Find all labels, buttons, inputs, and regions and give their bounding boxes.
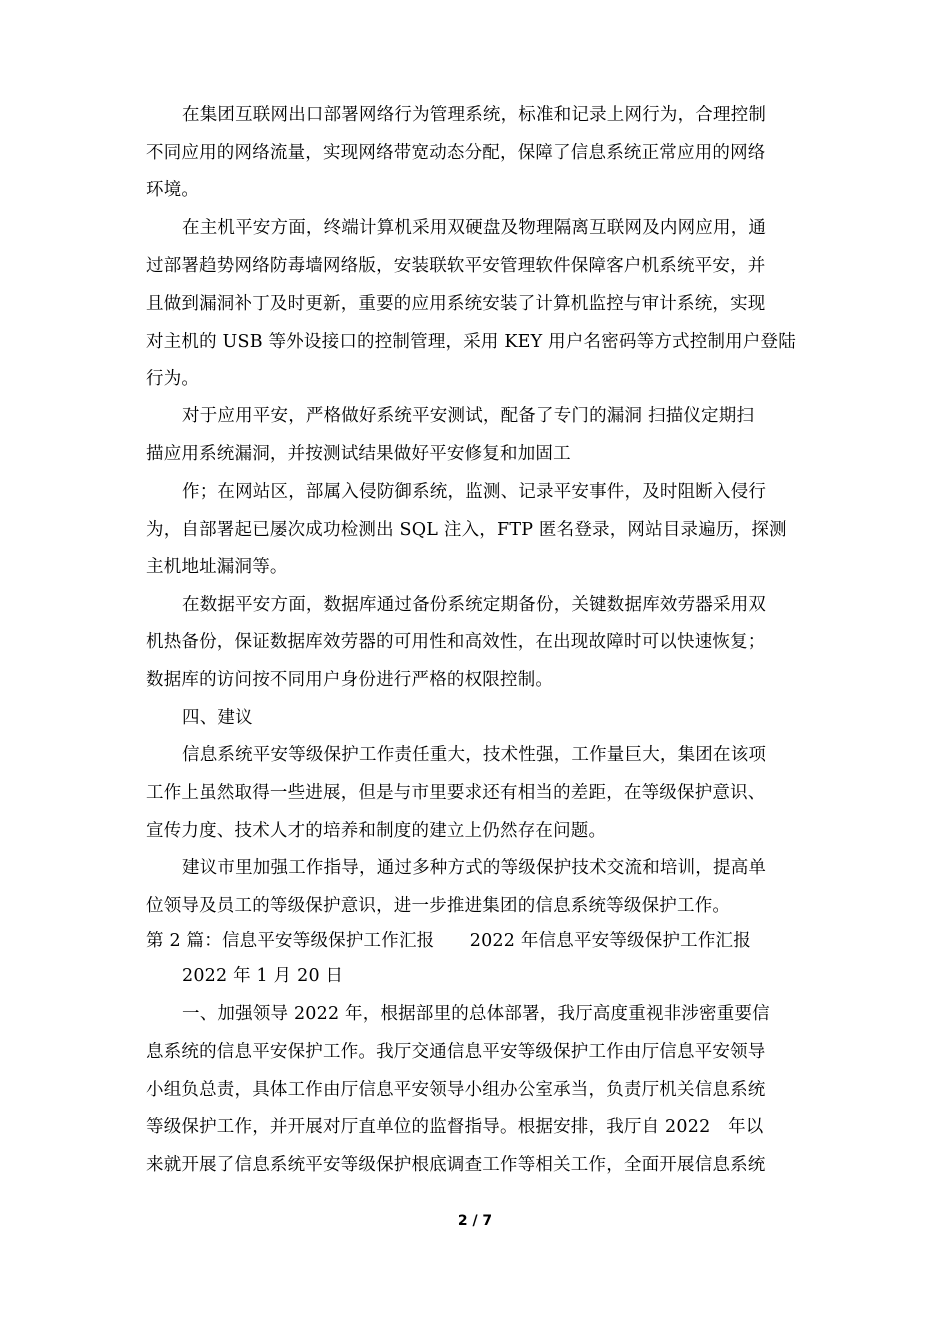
- text-line: 描应用系统漏洞，并按测试结果做好平安修复和加固工: [146, 444, 571, 464]
- text-line: 主机地址漏洞等。: [146, 557, 288, 577]
- text-line: 工作上虽然取得一些进展，但是与市里要求还有相当的差距，在等级保护意识、: [146, 783, 766, 803]
- date-line: 2022 年 1 月 20 日: [182, 966, 344, 986]
- text-line: 对于应用平安，严格做好系统平安测试，配备了专门的漏洞 扫描仪定期扫: [182, 406, 755, 426]
- text-line: 建议市里加强工作指导，通过多种方式的等级保护技术交流和培训，提高单: [182, 858, 767, 878]
- section-heading: 四、建议: [182, 708, 253, 728]
- text-line: 机热备份，保证数据库效劳器的可用性和高效性，在出现故障时可以快速恢复；: [146, 632, 766, 652]
- text-line: 在集团互联网出口部署网络行为管理系统，标准和记录上网行为，合理控制: [182, 105, 767, 125]
- page-number: 2 / 7: [457, 1213, 493, 1229]
- text-line: 且做到漏洞补丁及时更新，重要的应用系统安装了计算机监控与审计系统，实现: [146, 294, 766, 314]
- text-line: 环境。: [146, 180, 200, 200]
- text-line: 小组负总责，具体工作由厅信息平安领导小组办公室承当，负责厅机关信息系统: [146, 1080, 766, 1100]
- chapter-title: 第 2 篇：信息平安等级保护工作汇报 2022 年信息平安等级保护工作汇报: [146, 931, 751, 951]
- text-line: 信息系统平安等级保护工作责任重大，技术性强，工作量巨大，集团在该项: [182, 745, 767, 765]
- text-line: 在主机平安方面，终端计算机采用双硬盘及物理隔离互联网及内网应用，通: [182, 218, 767, 238]
- text-line: 在数据平安方面，数据库通过备份系统定期备份，关键数据库效劳器采用双: [182, 595, 767, 615]
- text-line: 等级保护工作，并开展对厅直单位的监督指导。根据安排，我厅自 2022 年以: [146, 1117, 764, 1137]
- text-line: 息系统的信息平安保护工作。我厅交通信息平安等级保护工作由厅信息平安领导: [146, 1042, 766, 1062]
- text-line: 一、加强领导 2022 年，根据部里的总体部署，我厅高度重视非涉密重要信: [182, 1004, 770, 1024]
- text-line: 不同应用的网络流量，实现网络带宽动态分配，保障了信息系统正常应用的网络: [146, 143, 766, 163]
- text-line: 位领导及员工的等级保护意识，进一步推进集团的信息系统等级保护工作。: [146, 896, 731, 916]
- text-line: 宣传力度、技术人才的培养和制度的建立上仍然存在问题。: [146, 821, 607, 841]
- text-line: 对主机的 USB 等外设接口的控制管理，采用 KEY 用户名密码等方式控制用户登陆: [146, 332, 796, 352]
- text-line: 过部署趋势网络防毒墙网络版，安装联软平安管理软件保障客户机系统平安，并: [146, 256, 766, 276]
- text-line: 作；在网站区，部属入侵防御系统，监测、记录平安事件，及时阻断入侵行: [182, 482, 767, 502]
- text-line: 数据库的访问按不同用户身份进行严格的权限控制。: [146, 670, 554, 690]
- text-line: 行为。: [146, 369, 200, 389]
- text-line: 来就开展了信息系统平安等级保护根底调查工作等相关工作，全面开展信息系统: [146, 1155, 766, 1175]
- text-line: 为，自部署起已屡次成功检测出 SQL 注入，FTP 匿名登录，网站目录遍历，探测: [146, 520, 787, 540]
